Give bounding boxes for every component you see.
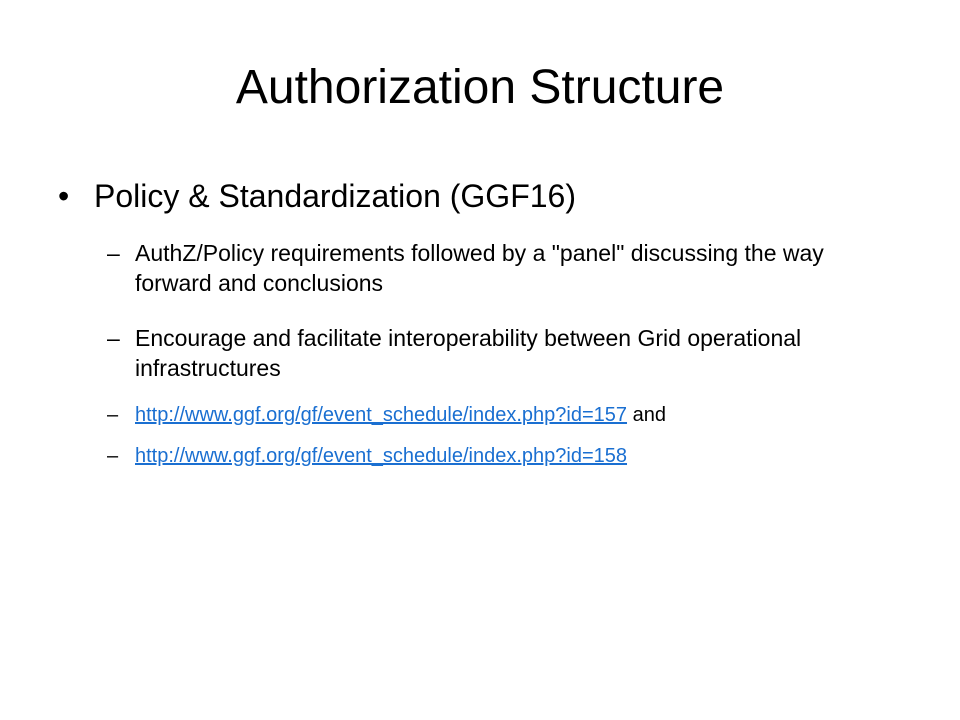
subitem-text: AuthZ/Policy requirements followed by a "panel" discussing the way forward and conclusions	[135, 240, 824, 296]
event-schedule-link-157[interactable]: http://www.ggf.org/gf/event_schedule/index.php?id=157	[135, 404, 628, 426]
link-suffix-and: and	[627, 404, 666, 426]
dash-icon: –	[107, 404, 119, 426]
subitem-text: Encourage and facilitate interoperability between Grid operational infrastructures	[135, 325, 802, 381]
subitem-link-row	[135, 402, 905, 428]
dash-icon: –	[107, 240, 120, 266]
dash-icon: –	[107, 445, 119, 467]
event-schedule-link-158[interactable]: http://www.ggf.org/gf/event_schedule/index.php?id=158	[135, 445, 628, 467]
dash-icon: –	[107, 325, 120, 351]
bullet-text: Policy & Standardization (GGF16)	[94, 178, 576, 214]
subitem-link-row	[135, 443, 905, 469]
bullet-dot-icon: •	[58, 178, 70, 214]
slide-title: Authorization Structure	[235, 61, 725, 114]
